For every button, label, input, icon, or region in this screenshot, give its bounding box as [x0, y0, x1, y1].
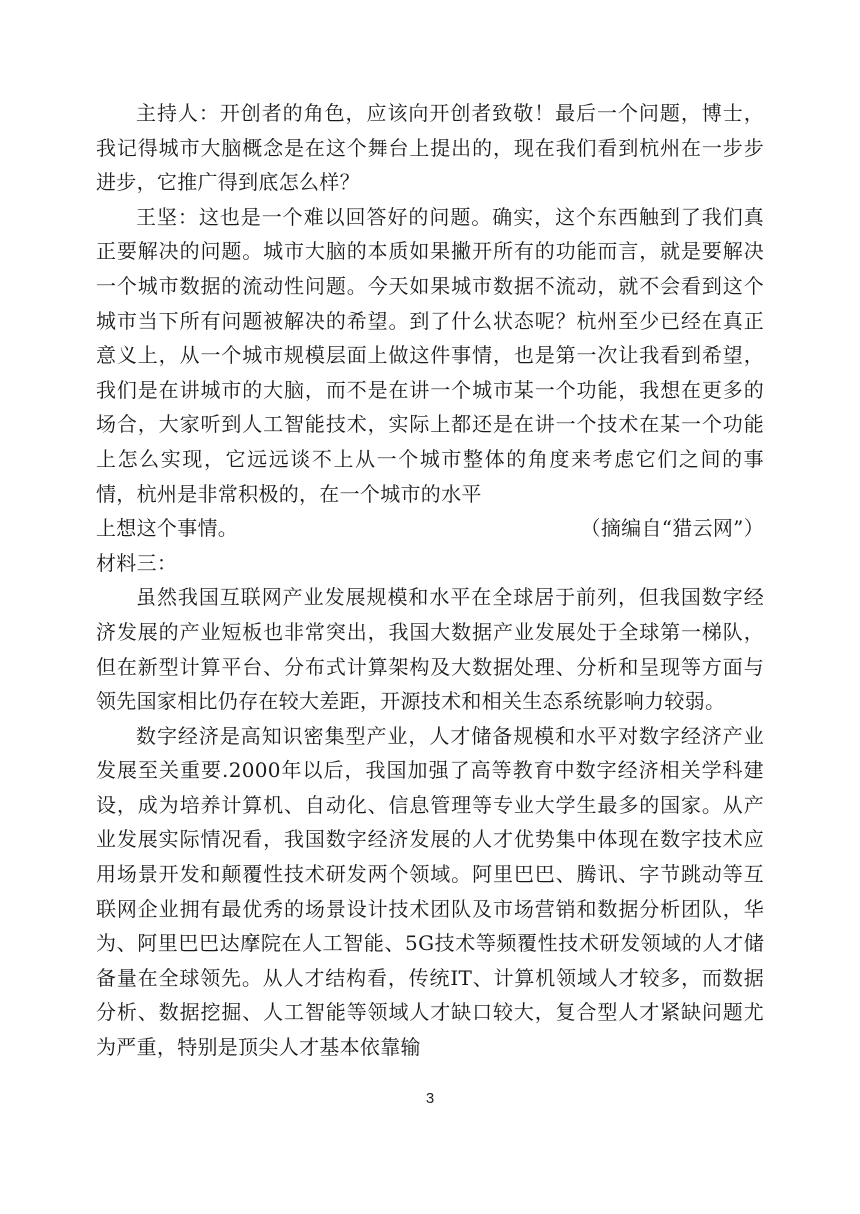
paragraph-wangjian-answer-last-line: [96, 511, 764, 546]
paragraph-industry-shortcomings: 虽然我国互联网产业发展规模和水平在全球居于前列，但我国数字经济发展的产业短板也非常突出，我国大数据产业发展处于全球第一梯队，但在新型计算平台、分布式计算架构及大数据处理、分析和呈现等方面与领先国家相比仍存在较大差距，开源技术和相关生态系统影响力较弱。: [96, 585, 764, 714]
paragraph-host-question: 主持人：开创者的角色，应该向开创者致敬！最后一个问题，博士，我记得城市大脑概念是在这个舞台上提出的，现在我们看到杭州在一步步进步，它推广得到底怎么样？: [96, 101, 764, 195]
paragraph-wangjian-answer: [96, 200, 764, 546]
paragraph-talent-reserve: 数字经济是高知识密集型产业，人才储备规模和水平对数字经济产业发展至关重要.2000年以后，我国加强了高等教育中数字经济相关学科建设，成为培养计算机、自动化、信息管理等专业大学生最多的国家。从产业发展实际情况看，我国数字经济发展的人才优势集中体现在数字技术应用场景开发和颠覆性技术研发两个领域。阿里巴巴、腾讯、字节跳动等互联网企业拥有最优秀的场景设计技术团队及市场营销和数据分析团队，华为、阿里巴巴达摩院在人工智能、5G技术等频覆性技术研发领域的人才储备量在全球领先。从人才结构看，传统IT、计算机领域人才较多，而数据分析、数据挖掘、人工智能等领域人才缺口较大，复合型人才紧缺问题尤为严重，特别是顶尖人才基本依靠输: [96, 723, 764, 1060]
source-attribution: （摘编自“猎云网”）: [580, 516, 764, 541]
page-number: 3: [425, 1090, 435, 1107]
section-heading-material-three: 材料三：: [96, 550, 178, 575]
answer-last-line-text: 上想这个事情。: [96, 516, 239, 541]
paragraph-wangjian-answer-body: 王坚：这也是一个难以回答好的问题。确实，这个东西触到了我们真正要解决的问题。城市大脑的本质如果撇开所有的功能而言，就是要解决一个城市数据的流动性问题。今天如果城市数据不流动，就不会看到这个城市当下所有问题被解决的希望。到了什么状态呢？杭州至少已经在真正意义上，从一个城市规模层面上做这件事情，也是第一次让我看到希望，我们是在讲城市的大脑，而不是在讲一个城市某一个功能，我想在更多的场合，大家听到人工智能技术，实际上都还是在讲一个技术在某一个功能上怎么实现，它远远谈不上从一个城市整体的角度来考虑它们之间的事情，杭州是非常积极的，在一个城市的水平: [96, 204, 764, 506]
document-page: [96, 96, 764, 1065]
